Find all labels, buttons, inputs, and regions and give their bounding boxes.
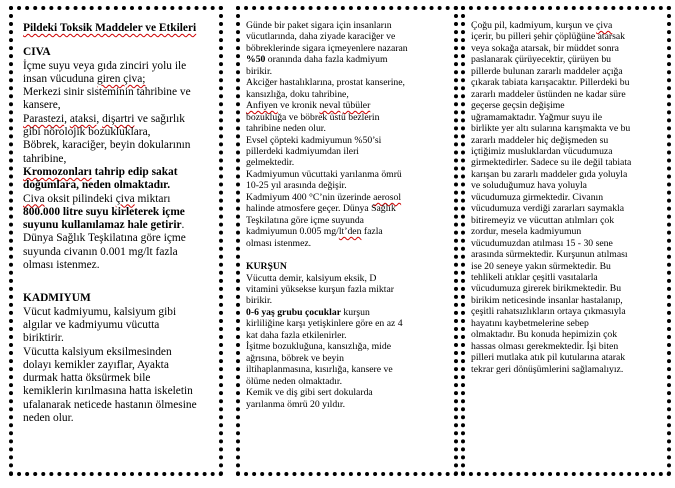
text-line: %50 oranında daha fazla kadmiyum <box>246 54 388 66</box>
text-line: 10-25 yıl arasında değişir. <box>246 180 347 192</box>
text-line: uğramamaktadır. Yağmur suyu ile <box>471 111 603 123</box>
civa-line: insan vücuduna giren çiva; <box>23 72 146 85</box>
text-line: vücudumuza girerek birikmektedir. Bu <box>471 283 622 295</box>
text-line: pillerdeki kadmiyumdan ileri <box>246 145 359 157</box>
text-line: birlikte yer altı sularına karışmakta ve bu <box>471 123 631 135</box>
text-line: içerir, bu pilleri şehir çöplüğüne atarsak <box>471 31 626 43</box>
text-line: vücudumuza girmektedir. Civanın <box>471 191 604 203</box>
text-line: vücutlarında, daha ziyade karaciğer ve <box>246 31 396 43</box>
text-line: tekrar geri dönüşümlerini sağlamalıyız. <box>471 363 624 375</box>
civa-line: İçme suyu veya gıda zinciri yolu ile <box>23 59 187 72</box>
text-line: ise 20 seneye yakın sürmektedir. Bu <box>471 260 611 272</box>
kadmiyum-line: algılar ve kadmiyumu vücutta <box>23 318 160 331</box>
text-line: tahribine neden olur. <box>246 123 326 135</box>
kadmiyum-line: durmak hatta öksürmek bile <box>23 372 151 385</box>
kadmiyum-line: biriktirir. <box>23 332 64 345</box>
text-line: paslanarak çürüyecektir, çürüyen bu <box>471 54 612 66</box>
civa-line: 800.000 litre suyu kirleterek içme <box>23 205 185 218</box>
civa-line: Böbrek, karaciğer, beyin dokularının <box>23 139 191 152</box>
text-line: Anfiyen ve kronik neval tübüler <box>246 100 371 112</box>
text-line: hayatını kaybetmelerine sebep <box>471 317 589 329</box>
text-line: içtiğimiz musluklardan vücudumuza <box>471 145 613 157</box>
text-line: ve soluduğumuz hava yoluyla <box>471 180 587 192</box>
civa-line: suyunu kullanılamaz hale getirir. <box>23 219 185 232</box>
column-right <box>461 6 671 476</box>
text-line: İşitme bozukluğuna, kansızlığa, mide <box>246 341 392 353</box>
civa-line: Civa oksit pilindeki çiva miktarı <box>23 192 171 205</box>
text-line: kat daha fazla etkilenirler. <box>246 329 347 341</box>
text-line: iltihaplanmasına, kısırlığa, kansere ve <box>246 364 393 376</box>
column-middle <box>236 6 458 476</box>
kadmiyum-line: dolayı kemikler zayıflar, Ayakta <box>23 358 169 371</box>
text-line: kirliliğine karşı yetişkinlere göre en az 4 <box>246 318 403 330</box>
text-line: Kadmiyum 400 °C’nin üzerinde aerosol <box>246 191 402 203</box>
text-line: birikim neticesinde insanlar hastalanıp, <box>471 294 623 306</box>
text-line: arasında sürmektedir. Kurşunun atılması <box>471 249 628 261</box>
text-line: zordur, mesela kadmiyumun <box>471 226 582 238</box>
kadmiyum-line: neden olur. <box>23 412 74 425</box>
text-line: Kemik ve diş gibi sert dokularda <box>246 387 373 399</box>
text-line: yarılanma ömrü 20 yıldır. <box>246 398 346 410</box>
civa-line: doğumlara, neden olmaktadır. <box>23 179 171 192</box>
kadmiyum-line: Vücutta kalsiyum eksilmesinden <box>23 345 172 358</box>
civa-line: Merkezi sinir sisteminin tahribine ve <box>23 86 191 99</box>
text-line: Teşkilatına göre içme suyunda <box>246 214 364 226</box>
text-line: çeşitli rahatsızlıkların ortaya çıkmasıyla <box>471 306 626 318</box>
civa-line: Kromozonları tahrip edip sakat <box>23 165 178 178</box>
text-line: Evsel çöpteki kadmiyumun %50’si <box>246 134 382 146</box>
kadmiyum-line: ufalanarak neticede hastanın ölmesine <box>23 398 197 411</box>
text-line: olmaktadır. Bu konuda hepimizin çok <box>471 329 618 341</box>
civa-line: gibi nörolojik bozukluklara, <box>23 126 151 139</box>
kadmiyum-line: Vücut kadmiyumu, kalsiyum gibi <box>23 305 177 318</box>
text-line: hassas olması gerekmektedir. İşi biten <box>471 340 619 352</box>
heading-civa: CIVA <box>23 46 51 59</box>
text-line: bozukluğa ve böbrek üstü bezlerin <box>246 111 380 123</box>
text-line: 0-6 yaş grubu çocuklar kurşun <box>246 306 370 318</box>
heading-kadmiyum: KADMIYUM <box>23 292 91 305</box>
text-line: kadmiyumun 0.005 mg/lt’den fazla <box>246 226 383 238</box>
civa-line: Dünya Sağlık Teşkilatına göre içme <box>23 232 186 245</box>
text-line: Günde bir paket sigara için insanların <box>246 20 392 31</box>
text-line: Kadmiyumun vücuttaki yarılanma ömrü <box>246 168 402 180</box>
text-line: çıkarak tabiata karışacaktır. Pillerdeki bu <box>471 77 630 89</box>
text-line: kansızlığa, doku tahribine, <box>246 88 349 100</box>
text-line: pilleri mutlaka atık pil kutularına atarak <box>471 352 626 364</box>
text-line: veya sokağa atarsak, bir müddet sonra <box>471 42 619 54</box>
text-line: zararlı maddeler üstünden ne kadar süre <box>471 88 626 100</box>
text-line: geçerse geçsin değişime <box>471 100 565 112</box>
text-line: Çoğu pil, kadmiyum, kurşun ve çiva <box>471 20 613 31</box>
kadmiyum-line: kemiklerin kırılmasına hatta iskeletin <box>23 385 193 398</box>
column-left <box>9 6 223 476</box>
text-line: halinde atmosfere geçer. Dünya Sağlık <box>246 203 396 215</box>
text-line: vücudumuzdan atılması 15 - 30 sene <box>471 237 613 249</box>
text-line: Akciğer hastalıklarına, prostat kanserine, <box>246 77 405 89</box>
heading-kursun: KURŞUN <box>246 261 287 273</box>
civa-line: olması istenmez. <box>23 259 100 272</box>
text-line: karışan bu zararlı maddeler gıda yoluyla <box>471 168 628 180</box>
text-line: pillerde bulunan zararlı maddeler açığa <box>471 65 623 77</box>
civa-line: kansere, <box>23 99 61 112</box>
civa-line: tahribine, <box>23 152 67 165</box>
text-line: ölüme neden olmaktadır. <box>246 375 343 387</box>
text-line: vücudumuza verdiği zararları saymakla <box>471 203 625 215</box>
text-line: Vücutta demir, kalsiyum eksik, D <box>246 272 377 284</box>
text-line: girmektedirler. Sadece su ile değil tabiata <box>471 157 632 169</box>
civa-line: suyunda civanın 0.001 mg/lt fazla <box>23 245 178 258</box>
text-line: birikir. <box>246 65 273 77</box>
text-line: vitamini yüksekse kurşun fazla miktar <box>246 283 394 295</box>
text-line: gelmektedir. <box>246 157 295 169</box>
text-line: böbreklerinde sigara içmeyenlere nazaran <box>246 42 408 54</box>
text-line: ağrısına, böbrek ve beyin <box>246 352 344 364</box>
civa-line: Parastezi, ataksi, dişartri ve sağırlık <box>23 112 185 125</box>
document-title: Pildeki Toksik Maddeler ve Etkileri <box>23 22 197 34</box>
text-line: zararlı maddeler hiç değişmeden su <box>471 134 609 146</box>
text-line: bitiremeyiz ve vücuttan atılmları çok <box>471 214 615 226</box>
text-line: birikir. <box>246 295 273 307</box>
text-line: tehlikeli atıklar çeşitli vasıtalarla <box>471 271 598 283</box>
text-line: olması istenmez. <box>246 237 312 249</box>
